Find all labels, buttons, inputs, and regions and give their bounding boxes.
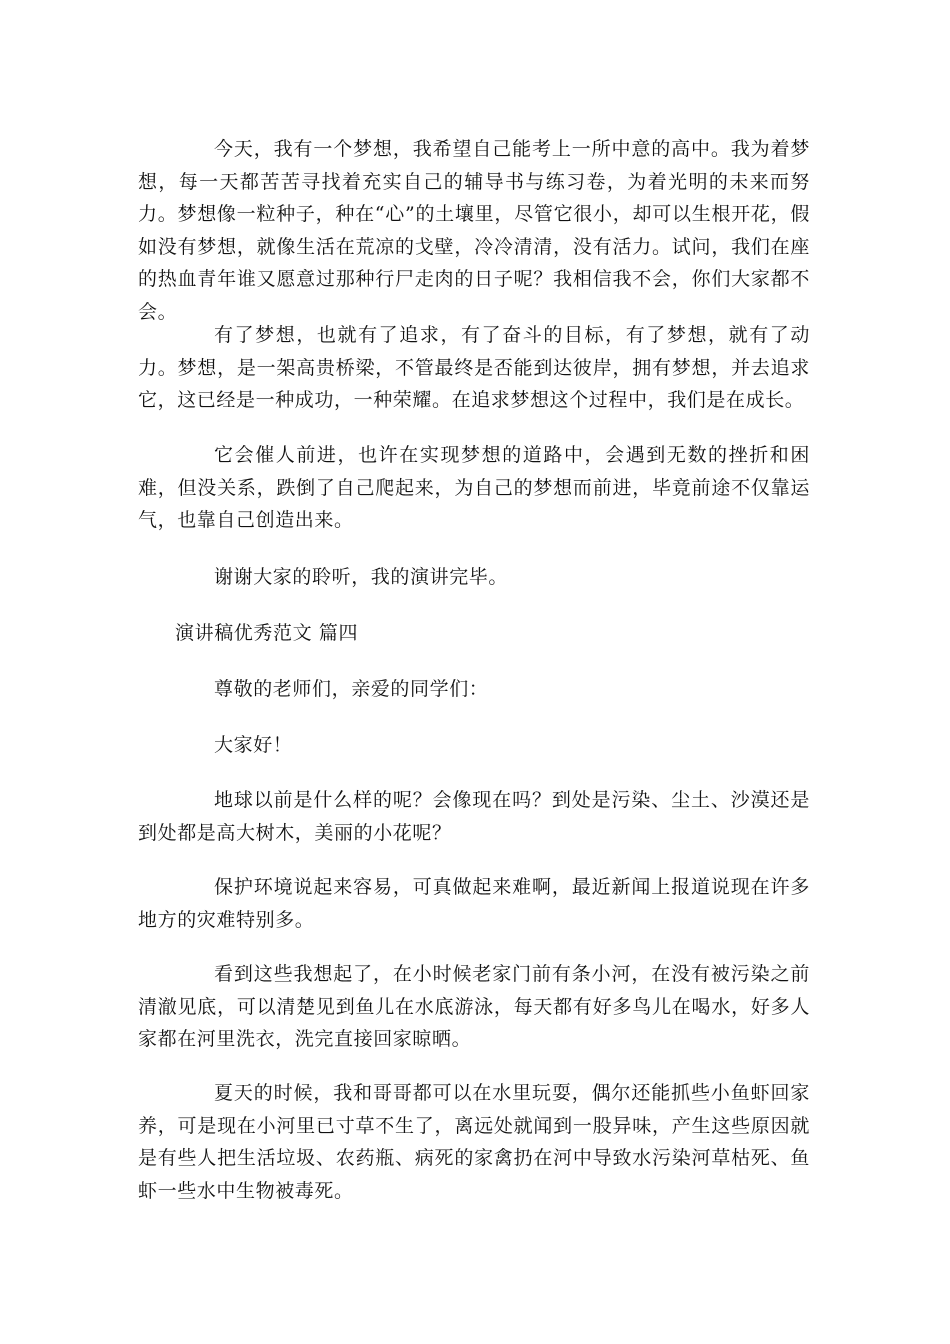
paragraph-dream: 今天，我有一个梦想，我希望自己能考上一所中意的高中。我为着梦想，每一天都苦苦寻找着充实自己的辅导书与练习卷，为着光明的未来而努力。梦想像一粒种子，种在“心”的土壤里，尽管它很小，却可以生根开花，假如没有梦想，就像生活在荒凉的戈壁，冷冷清清，没有活力。试问，我们在座的热血青年谁又愿意过那种行尸走肉的日子呢？我相信我不会，你们大家都不会。 bbox=[138, 138, 810, 323]
paragraph-pursuit: 有了梦想，也就有了追求，有了奋斗的目标，有了梦想，就有了动力。梦想，是一架高贵桥梁，不管最终是否能到达彼岸，拥有梦想，并去追求它，这已经是一种成功，一种荣耀。在追求梦想这个过程中，我们是在成长。 bbox=[138, 324, 810, 411]
paragraph-closing: 谢谢大家的聆听，我的演讲完毕。 bbox=[214, 566, 509, 588]
paragraph-salutation: 尊敬的老师们，亲爱的同学们： bbox=[214, 678, 489, 700]
paragraph-protection: 保护环境说起来容易，可真做起来难啊，最近新闻上报道说现在许多地方的灾难特别多。 bbox=[138, 876, 810, 931]
paragraph-earth: 地球以前是什么样的呢？会像现在吗？到处是污染、尘土、沙漠还是到处都是高大树木，美丽的小花呢？ bbox=[138, 789, 810, 844]
paragraph-pollution: 夏天的时候，我和哥哥都可以在水里玩耍，偶尔还能抓些小鱼虾回家养，可是现在小河里已寸草不生了，离远处就闻到一股异味，产生这些原因就是有些人把生活垃圾、农药瓶、病死的家禽扔在河中导致水污染河草枯死、鱼虾一些水中生物被毒死。 bbox=[138, 1082, 810, 1202]
paragraph-perseverance: 它会催人前进，也许在实现梦想的道路中，会遇到无数的挫折和困难，但没关系，跌倒了自己爬起来，为自己的梦想而前进，毕竟前途不仅靠运气，也靠自己创造出来。 bbox=[138, 444, 810, 531]
section-heading: 演讲稿优秀范文 篇四 bbox=[175, 622, 359, 644]
paragraph-river-memory: 看到这些我想起了，在小时候老家门前有条小河，在没有被污染之前清澈见底，可以清楚见到鱼儿在水底游泳，每天都有好多鸟儿在喝水，好多人家都在河里洗衣，洗完直接回家晾晒。 bbox=[138, 963, 810, 1050]
paragraph-greeting: 大家好！ bbox=[214, 734, 293, 756]
